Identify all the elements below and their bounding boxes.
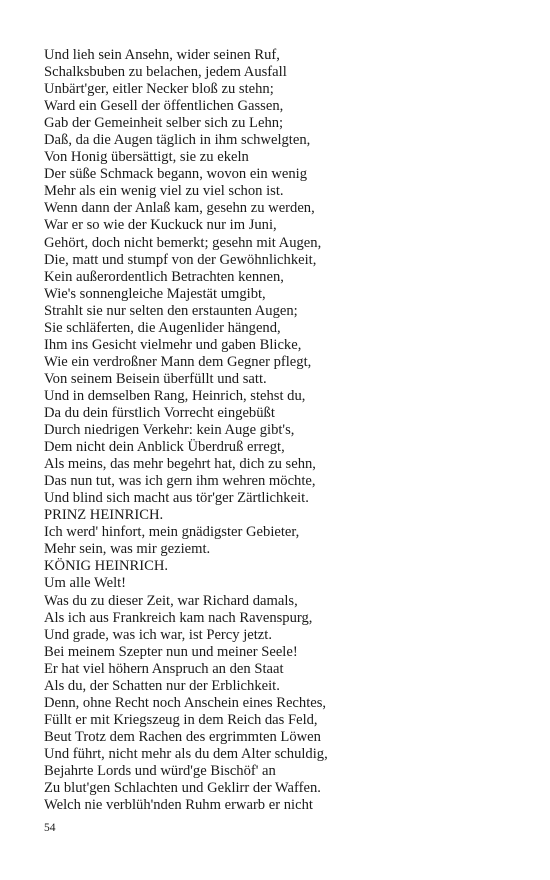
- text-line: Ihm ins Gesicht vielmehr und gaben Blicke,: [44, 336, 302, 353]
- text-line: Unbärt'ger, eitler Necker bloß zu stehn;: [44, 81, 274, 98]
- text-line: KÖNIG HEINRICH.: [44, 558, 169, 575]
- text-line: Beut Trotz dem Rachen des ergrimmten Löwen: [44, 728, 321, 745]
- text-line: Um alle Welt!: [44, 575, 127, 592]
- text-line: Und grade, was ich war, ist Percy jetzt.: [44, 626, 272, 643]
- text-line: Und in demselben Rang, Heinrich, stehst du,: [44, 387, 306, 404]
- text-line: Wie's sonnengleiche Majestät umgibt,: [44, 285, 266, 302]
- text-line: Dem nicht dein Anblick Überdruß erregt,: [44, 439, 285, 456]
- text-line: Gehört, doch nicht bemerkt; gesehn mit Augen,: [44, 234, 322, 251]
- text-line: Welch nie verblüh'nden Ruhm erwarb er nicht: [44, 797, 313, 814]
- text-line: Mehr sein, was mir geziemt.: [44, 541, 211, 558]
- text-line: Die, matt und stumpf von der Gewöhnlichkeit,: [44, 251, 317, 268]
- text-line: Von Honig übersättigt, sie zu ekeln: [44, 149, 249, 166]
- verse-text: [44, 47, 514, 814]
- text-line: Gab der Gemeinheit selber sich zu Lehn;: [44, 115, 284, 132]
- text-line: Zu blut'gen Schlachten und Geklirr der Waffen.: [44, 780, 321, 797]
- text-line: War er so wie der Kuckuck nur im Juni,: [44, 217, 277, 234]
- text-line: Ward ein Gesell der öffentlichen Gassen,: [44, 98, 284, 115]
- text-line: Ich werd' hinfort, mein gnädigster Gebieter,: [44, 524, 300, 541]
- text-line: Und führt, nicht mehr als du dem Alter schuldig,: [44, 745, 328, 762]
- text-line: Und blind sich macht aus tör'ger Zärtlichkeit.: [44, 490, 309, 507]
- page-number: 54: [44, 822, 56, 834]
- text-line: PRINZ HEINRICH.: [44, 507, 164, 524]
- text-line: Von seinem Beisein überfüllt und satt.: [44, 370, 267, 387]
- text-line: Wenn dann der Anlaß kam, gesehn zu werden,: [44, 200, 315, 217]
- text-line: Als meins, das mehr begehrt hat, dich zu sehn,: [44, 456, 316, 473]
- text-line: Das nun tut, was ich gern ihm wehren möchte,: [44, 473, 316, 490]
- text-line: Denn, ohne Recht noch Anschein eines Rechtes,: [44, 694, 327, 711]
- text-line: Was du zu dieser Zeit, war Richard damals,: [44, 592, 298, 609]
- text-line: Der süße Schmack begann, wovon ein wenig: [44, 166, 308, 183]
- text-line: Füllt er mit Kriegszeug in dem Reich das Feld,: [44, 711, 318, 728]
- text-line: Als ich aus Frankreich kam nach Ravenspurg,: [44, 609, 313, 626]
- text-line: Wie ein verdroßner Mann dem Gegner pflegt,: [44, 353, 312, 370]
- text-line: Strahlt sie nur selten den erstaunten Augen;: [44, 302, 298, 319]
- text-line: Daß, da die Augen täglich in ihm schwelgten,: [44, 132, 311, 149]
- text-line: Als du, der Schatten nur der Erblichkeit.: [44, 677, 280, 694]
- text-line: Mehr als ein wenig viel zu viel schon ist.: [44, 183, 284, 200]
- text-line: Bei meinem Szepter nun und meiner Seele!: [44, 643, 298, 660]
- text-line: Bejahrte Lords und würd'ge Bischöf' an: [44, 762, 276, 779]
- text-line: Und lieh sein Ansehn, wider seinen Ruf,: [44, 47, 280, 63]
- text-line: Schalksbuben zu belachen, jedem Ausfall: [44, 64, 287, 81]
- text-line: Er hat viel höhern Anspruch an den Staat: [44, 660, 284, 677]
- text-line: Durch niedrigen Verkehr: kein Auge gibt's,: [44, 422, 295, 439]
- text-line: Kein außerordentlich Betrachten kennen,: [44, 268, 284, 285]
- text-line: Da du dein fürstlich Vorrecht eingebüßt: [44, 404, 275, 421]
- text-line: Sie schläferten, die Augenlider hängend,: [44, 319, 281, 336]
